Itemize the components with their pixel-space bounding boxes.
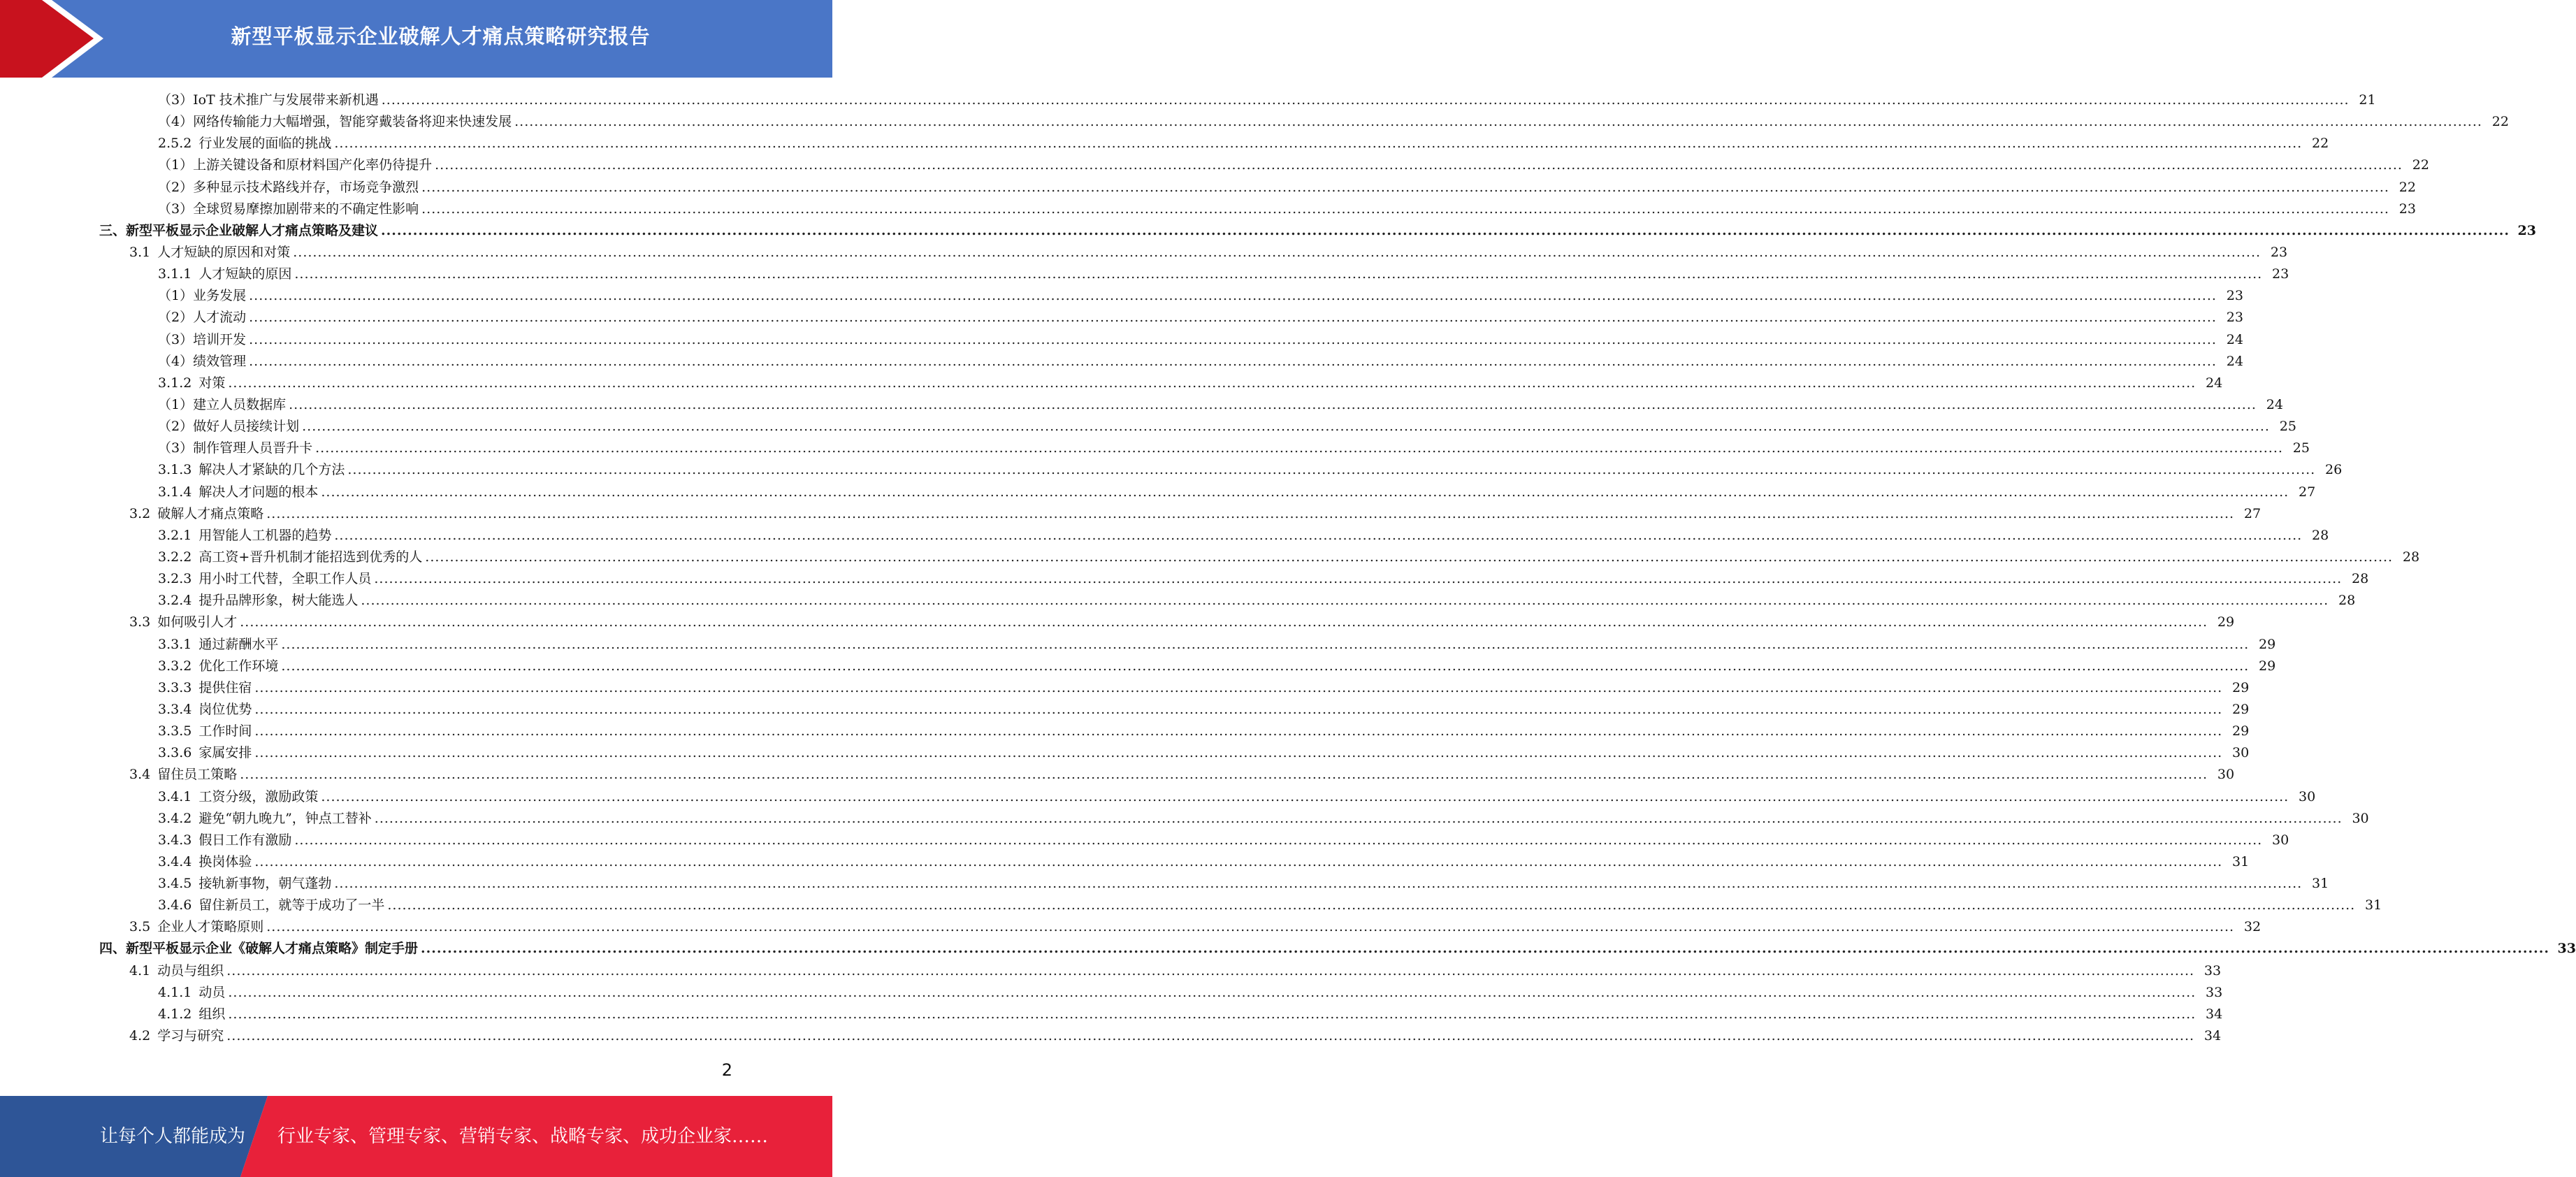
toc-entry-label: 新型平板显示企业破解人才痛点策略及建议 <box>126 222 379 238</box>
toc-leader-dots: ................................................................................................................................................................................................................................................................................................................................................................................................................ <box>347 462 2316 478</box>
toc-leader-dots: ................................................................................................................................................................................................................................................................................................................................................................................................................ <box>321 484 2289 500</box>
footer-slogan-left: 让每个人都能成为 <box>100 1126 246 1147</box>
toc-leader-dots: ................................................................................................................................................................................................................................................................................................................................................................................................................ <box>249 310 2217 326</box>
toc-entry-number: （1） <box>158 396 194 412</box>
toc-entry[interactable] <box>0 982 2223 1004</box>
toc-entry-label: 绩效管理 <box>193 353 247 369</box>
toc-entry-page: 22 <box>2412 157 2429 173</box>
toc-entry-title <box>158 590 361 612</box>
toc-entry-page: 28 <box>2312 527 2329 543</box>
toc-entry-title <box>158 133 334 154</box>
toc-entry-page: 31 <box>2232 853 2250 869</box>
toc-leader-dots: ................................................................................................................................................................................................................................................................................................................................................................................................................ <box>254 853 2223 869</box>
toc-entry-page: 29 <box>2232 723 2250 739</box>
toc-leader-dots: ................................................................................................................................................................................................................................................................................................................................................................................................................ <box>387 897 2356 914</box>
toc-entry-page: 33 <box>2204 962 2222 979</box>
toc-leader-dots: ................................................................................................................................................................................................................................................................................................................................................................................................................ <box>374 571 2343 587</box>
toc-entry-page: 23 <box>2517 222 2536 238</box>
toc-entry-title <box>129 960 226 982</box>
toc-entry-label: 用智能人工机器的趋势 <box>198 527 332 543</box>
toc-entry-page: 31 <box>2312 876 2329 892</box>
toc-leader-dots: ................................................................................................................................................................................................................................................................................................................................................................................................................ <box>240 614 2208 630</box>
toc-entry-title <box>158 198 421 220</box>
toc-entry-number: （2） <box>158 419 194 435</box>
toc-entry[interactable] <box>0 590 2356 612</box>
toc-entry-number: 四、 <box>99 941 126 957</box>
toc-entry[interactable] <box>0 329 2243 351</box>
toc-entry-title <box>158 721 254 742</box>
toc-leader-dots: ................................................................................................................................................................................................................................................................................................................................................................................................................ <box>514 114 2482 130</box>
toc-leader-dots: ................................................................................................................................................................................................................................................................................................................................................................................................................ <box>374 810 2343 826</box>
toc-entry[interactable] <box>0 612 2235 633</box>
toc-entry-page: 24 <box>2226 331 2243 347</box>
toc-entry-number: 4.1 <box>129 962 151 979</box>
toc-entry-page: 23 <box>2226 288 2243 304</box>
toc-entry[interactable] <box>0 111 2509 133</box>
toc-leader-dots: ................................................................................................................................................................................................................................................................................................................................................................................................................ <box>421 941 2549 957</box>
toc-entry-title <box>158 459 347 481</box>
toc-entry-number: （3） <box>158 331 194 347</box>
toc-entry-title <box>158 394 289 416</box>
toc-entry-number: 3.5 <box>129 919 151 935</box>
toc-entry-page: 31 <box>2365 897 2382 914</box>
toc-entry-label: 组织 <box>198 1006 226 1022</box>
toc-leader-dots: ................................................................................................................................................................................................................................................................................................................................................................................................................ <box>421 201 2389 217</box>
toc-entry-title <box>158 830 294 851</box>
toc-entry-label: 解决人才问题的根本 <box>198 484 319 500</box>
toc-entry-number: 3.1.4 <box>158 484 192 500</box>
toc-leader-dots: ................................................................................................................................................................................................................................................................................................................................................................................................................ <box>293 244 2262 260</box>
toc-entry-label: 留住新员工，就等于成功了一半 <box>198 897 385 914</box>
toc-entry[interactable] <box>0 568 2369 590</box>
toc-entry-page: 22 <box>2312 136 2329 152</box>
toc-entry[interactable] <box>0 394 2283 416</box>
toc-entry-label: 对策 <box>198 375 226 391</box>
toc-entry-title <box>158 285 249 307</box>
toc-entry-title <box>158 416 302 438</box>
toc-entry-title <box>158 742 254 764</box>
toc-entry-number: 3.4.1 <box>158 788 192 804</box>
toc-entry-number: 3.2.3 <box>158 571 192 587</box>
toc-entry-number: 3.2.4 <box>158 593 192 609</box>
toc-entry-label: 做好人员接续计划 <box>193 419 300 435</box>
toc-leader-dots: ................................................................................................................................................................................................................................................................................................................................................................................................................ <box>254 701 2223 717</box>
toc-entry-number: （2） <box>158 310 194 326</box>
toc-entry-number: 4.1.1 <box>158 984 192 1000</box>
toc-entry-page: 34 <box>2204 1028 2222 1044</box>
toc-leader-dots: ................................................................................................................................................................................................................................................................................................................................................................................................................ <box>254 745 2223 761</box>
toc-entry-number: 4.2 <box>129 1028 151 1044</box>
toc-entry[interactable] <box>0 830 2289 851</box>
toc-entry-title <box>158 263 294 285</box>
toc-entry-label: 避免“朝九晚九”，钟点工替补 <box>198 810 372 826</box>
toc-entry-page: 24 <box>2226 353 2243 369</box>
toc-leader-dots: ................................................................................................................................................................................................................................................................................................................................................................................................................ <box>281 636 2250 652</box>
toc-entry-label: 用小时工代替，全职工作人员 <box>198 571 372 587</box>
header-arrow-icon <box>0 0 112 78</box>
toc-leader-dots: ................................................................................................................................................................................................................................................................................................................................................................................................................ <box>281 658 2250 674</box>
toc-leader-dots: ................................................................................................................................................................................................................................................................................................................................................................................................................ <box>425 549 2394 565</box>
toc-entry-label: IoT 技术推广与发展带来新机遇 <box>193 92 379 108</box>
toc-leader-dots: ................................................................................................................................................................................................................................................................................................................................................................................................................ <box>289 396 2257 412</box>
toc-entry-title <box>158 873 334 895</box>
toc-entry[interactable] <box>0 960 2222 982</box>
toc-entry-title <box>158 111 514 133</box>
toc-entry-page: 23 <box>2398 201 2416 217</box>
toc-entry-page: 25 <box>2292 440 2310 456</box>
toc-entry-number: 3.4.6 <box>158 897 192 914</box>
toc-entry[interactable] <box>0 482 2316 503</box>
toc-leader-dots: ................................................................................................................................................................................................................................................................................................................................................................................................................ <box>381 92 2350 108</box>
toc-entry-title <box>158 786 321 808</box>
toc-entry-number: 3.4.3 <box>158 832 192 848</box>
toc-entry-number: （3） <box>158 440 194 456</box>
toc-entry-label: 人才短缺的原因 <box>198 266 292 282</box>
toc-entry-title <box>129 764 240 786</box>
toc-entry-number: 3.3.4 <box>158 701 192 717</box>
toc-leader-dots: ................................................................................................................................................................................................................................................................................................................................................................................................................ <box>226 1028 2195 1044</box>
toc-leader-dots: ................................................................................................................................................................................................................................................................................................................................................................................................................ <box>421 179 2389 195</box>
toc-entry-label: 上游关键设备和原材料国产化率仍待提升 <box>193 157 433 173</box>
toc-entry-title <box>158 677 254 699</box>
toc-entry-title <box>158 351 249 373</box>
toc-entry-label: 人才流动 <box>193 310 247 326</box>
toc-entry-page: 33 <box>2206 984 2223 1000</box>
toc-entry-number: 3.2 <box>129 505 151 521</box>
toc-entry-label: 高工资+晋升机制才能招选到优秀的人 <box>198 549 423 565</box>
toc-leader-dots: ................................................................................................................................................................................................................................................................................................................................................................................................................ <box>435 157 2403 173</box>
page-number: 2 <box>721 1060 732 1080</box>
toc-entry[interactable] <box>0 764 2235 786</box>
toc-entry-title <box>158 982 228 1004</box>
toc-leader-dots: ................................................................................................................................................................................................................................................................................................................................................................................................................ <box>266 919 2235 935</box>
toc-entry-title <box>99 220 381 242</box>
toc-entry-number: （1） <box>158 157 194 173</box>
toc-entry-title <box>158 89 382 111</box>
toc-entry-title <box>129 503 266 525</box>
toc-entry[interactable] <box>0 1004 2223 1025</box>
toc-leader-dots: ................................................................................................................................................................................................................................................................................................................................................................................................................ <box>249 331 2217 347</box>
toc-entry-page: 30 <box>2217 767 2235 783</box>
toc-leader-dots: ................................................................................................................................................................................................................................................................................................................................................................................................................ <box>228 1006 2197 1022</box>
toc-entry-number: 3.4.2 <box>158 810 192 826</box>
toc-entry-page: 23 <box>2272 266 2289 282</box>
toc-entry[interactable] <box>0 416 2296 438</box>
toc-entry-title <box>158 1004 228 1025</box>
toc-entry-page: 27 <box>2299 484 2316 500</box>
toc-entry-title <box>158 568 374 590</box>
toc-entry-title <box>158 482 321 503</box>
toc-entry[interactable] <box>0 656 2276 677</box>
table-of-contents <box>0 89 2576 1047</box>
toc-entry-page: 28 <box>2402 549 2420 565</box>
toc-entry-number: 3.2.2 <box>158 549 192 565</box>
toc-entry-label: 提升品牌形象，树大能选人 <box>198 593 359 609</box>
toc-leader-dots: ................................................................................................................................................................................................................................................................................................................................................................................................................ <box>361 593 2329 609</box>
toc-entry-page: 24 <box>2206 375 2223 391</box>
toc-entry-number: （3） <box>158 201 194 217</box>
toc-entry[interactable] <box>0 198 2416 220</box>
toc-entry[interactable] <box>0 220 2536 242</box>
toc-entry[interactable] <box>0 808 2369 830</box>
toc-entry-number: （4） <box>158 353 194 369</box>
toc-entry-number: 4.1.2 <box>158 1006 192 1022</box>
toc-entry[interactable] <box>0 263 2289 285</box>
toc-entry-number: 3.3 <box>129 614 151 630</box>
toc-entry-title <box>158 438 315 459</box>
toc-entry-page: 29 <box>2232 679 2250 695</box>
toc-entry-title <box>158 525 334 547</box>
toc-entry-label: 家属安排 <box>198 745 252 761</box>
toc-entry-title <box>158 547 425 568</box>
toc-entry-number: 三、 <box>99 222 126 238</box>
toc-leader-dots: ................................................................................................................................................................................................................................................................................................................................................................................................................ <box>254 679 2223 695</box>
toc-entry[interactable] <box>0 742 2250 764</box>
toc-entry-title <box>158 307 249 328</box>
toc-entry[interactable] <box>0 547 2420 568</box>
toc-entry-page: 29 <box>2259 658 2276 674</box>
toc-leader-dots: ................................................................................................................................................................................................................................................................................................................................................................................................................ <box>254 723 2223 739</box>
toc-entry-page: 30 <box>2232 745 2250 761</box>
toc-entry-label: 业务发展 <box>193 288 247 304</box>
toc-leader-dots: ................................................................................................................................................................................................................................................................................................................................................................................................................ <box>228 984 2197 1000</box>
toc-entry-number: 3.3.3 <box>158 679 192 695</box>
toc-entry-title <box>158 177 421 198</box>
toc-entry-label: 制作管理人员晋升卡 <box>193 440 313 456</box>
toc-entry-page: 28 <box>2352 571 2369 587</box>
toc-entry-label: 工资分级，激励政策 <box>198 788 319 804</box>
toc-leader-dots: ................................................................................................................................................................................................................................................................................................................................................................................................................ <box>249 288 2217 304</box>
toc-entry-label: 多种显示技术路线并存，市场竞争激烈 <box>193 179 419 195</box>
toc-entry-page: 23 <box>2270 244 2288 260</box>
toc-entry-title <box>158 329 249 351</box>
toc-entry[interactable] <box>0 699 2250 721</box>
toc-entry-title <box>158 373 228 394</box>
toc-entry[interactable] <box>0 438 2310 459</box>
toc-entry-page: 25 <box>2279 419 2296 435</box>
toc-entry[interactable] <box>0 89 2376 111</box>
toc-entry-page: 32 <box>2243 919 2262 935</box>
toc-entry[interactable] <box>0 916 2262 938</box>
toc-entry-title <box>158 634 281 656</box>
toc-entry-page: 29 <box>2232 701 2250 717</box>
toc-entry[interactable] <box>0 133 2329 154</box>
toc-entry[interactable] <box>0 285 2243 307</box>
toc-entry-label: 优化工作环境 <box>198 658 279 674</box>
toc-entry-page: 23 <box>2226 310 2243 326</box>
toc-entry-title <box>158 656 281 677</box>
toc-entry-title <box>158 851 254 873</box>
toc-entry[interactable] <box>0 154 2429 176</box>
toc-entry-label: 接轨新事物，朝气蓬勃 <box>198 876 332 892</box>
toc-entry-label: 全球贸易摩擦加剧带来的不确定性影响 <box>193 201 419 217</box>
toc-entry-title <box>158 699 254 721</box>
toc-entry-label: 通过薪酬水平 <box>198 636 279 652</box>
toc-entry-label: 网络传输能力大幅增强，智能穿戴装备将迎来快速发展 <box>193 114 512 130</box>
toc-entry-title <box>158 895 387 916</box>
toc-entry-label: 人才短缺的原因和对策 <box>157 244 291 260</box>
toc-entry[interactable] <box>0 525 2329 547</box>
toc-entry-page: 33 <box>2557 941 2576 957</box>
toc-entry[interactable] <box>0 895 2382 916</box>
toc-leader-dots: ................................................................................................................................................................................................................................................................................................................................................................................................................ <box>334 136 2303 152</box>
toc-entry-label: 换岗体验 <box>198 853 252 869</box>
toc-entry[interactable] <box>0 459 2343 481</box>
toc-entry-number: （3） <box>158 92 194 108</box>
toc-entry-label: 提供住宿 <box>198 679 252 695</box>
toc-entry-page: 30 <box>2272 832 2289 848</box>
toc-leader-dots: ................................................................................................................................................................................................................................................................................................................................................................................................................ <box>249 353 2217 369</box>
toc-entry-page: 29 <box>2259 636 2276 652</box>
toc-leader-dots: ................................................................................................................................................................................................................................................................................................................................................................................................................ <box>315 440 2283 456</box>
toc-entry-page: 28 <box>2338 593 2356 609</box>
toc-entry-label: 建立人员数据库 <box>193 396 287 412</box>
toc-leader-dots: ................................................................................................................................................................................................................................................................................................................................................................................................................ <box>381 222 2510 238</box>
toc-entry-title <box>129 242 293 263</box>
toc-leader-dots: ................................................................................................................................................................................................................................................................................................................................................................................................................ <box>226 962 2195 979</box>
toc-entry-title <box>129 916 266 938</box>
toc-entry-label: 动员与组织 <box>157 962 224 979</box>
toc-entry[interactable] <box>0 677 2250 699</box>
toc-leader-dots: ................................................................................................................................................................................................................................................................................................................................................................................................................ <box>302 419 2270 435</box>
toc-leader-dots: ................................................................................................................................................................................................................................................................................................................................................................................................................ <box>228 375 2197 391</box>
footer-slogan-right: 行业专家、管理专家、营销专家、战略专家、成功企业家…… <box>277 1126 769 1147</box>
toc-entry-number: 3.4.5 <box>158 876 192 892</box>
toc-entry-label: 企业人才策略原则 <box>157 919 264 935</box>
toc-entry-label: 解决人才紧缺的几个方法 <box>198 462 345 478</box>
toc-entry-page: 30 <box>2299 788 2316 804</box>
toc-leader-dots: ................................................................................................................................................................................................................................................................................................................................................................................................................ <box>294 266 2263 282</box>
toc-entry-page: 29 <box>2217 614 2235 630</box>
toc-entry-number: （2） <box>158 179 194 195</box>
toc-leader-dots: ................................................................................................................................................................................................................................................................................................................................................................................................................ <box>240 767 2208 783</box>
toc-entry-page: 27 <box>2243 505 2262 521</box>
toc-entry-page: 22 <box>2491 114 2509 130</box>
report-title: 新型平板显示企业破解人才痛点策略研究报告 <box>231 24 651 48</box>
toc-entry-page: 22 <box>2398 179 2416 195</box>
toc-entry-number: 3.1 <box>129 244 151 260</box>
toc-entry-page: 21 <box>2359 92 2376 108</box>
toc-entry-number: 3.1.1 <box>158 266 192 282</box>
toc-entry[interactable] <box>0 938 2576 960</box>
page-footer <box>0 1096 832 1177</box>
toc-entry-label: 培训开发 <box>193 331 247 347</box>
toc-entry-label: 留住员工策略 <box>157 767 238 783</box>
toc-entry-page: 26 <box>2325 462 2343 478</box>
toc-entry-label: 工作时间 <box>198 723 252 739</box>
toc-entry[interactable] <box>0 503 2262 525</box>
toc-entry-title <box>158 808 375 830</box>
toc-entry-title <box>99 938 421 960</box>
toc-leader-dots: ................................................................................................................................................................................................................................................................................................................................................................................................................ <box>334 876 2303 892</box>
toc-entry-page: 30 <box>2352 810 2369 826</box>
toc-entry-label: 学习与研究 <box>157 1028 224 1044</box>
toc-entry-title <box>158 154 435 176</box>
toc-entry-page: 34 <box>2206 1006 2223 1022</box>
toc-entry[interactable] <box>0 351 2243 373</box>
toc-entry-number: （1） <box>158 288 194 304</box>
toc-entry-label: 行业发展的面临的挑战 <box>198 136 332 152</box>
toc-entry-page: 24 <box>2266 396 2283 412</box>
toc-entry[interactable] <box>0 873 2329 895</box>
toc-entry[interactable] <box>0 786 2316 808</box>
toc-entry-number: 3.3.1 <box>158 636 192 652</box>
toc-entry-number: 3.1.3 <box>158 462 192 478</box>
toc-entry-number: 3.3.2 <box>158 658 192 674</box>
toc-entry-title <box>129 612 240 633</box>
toc-entry-number: 3.1.2 <box>158 375 192 391</box>
toc-entry-number: 3.4.4 <box>158 853 192 869</box>
toc-entry[interactable] <box>0 307 2243 328</box>
toc-entry-number: 3.3.5 <box>158 723 192 739</box>
toc-leader-dots: ................................................................................................................................................................................................................................................................................................................................................................................................................ <box>334 527 2303 543</box>
toc-entry[interactable] <box>0 177 2416 198</box>
toc-entry-number: （4） <box>158 114 194 130</box>
toc-entry-number: 3.2.1 <box>158 527 192 543</box>
toc-entry[interactable] <box>0 1025 2222 1047</box>
toc-entry[interactable] <box>0 721 2250 742</box>
toc-entry[interactable] <box>0 242 2288 263</box>
toc-entry-label: 破解人才痛点策略 <box>157 505 264 521</box>
toc-entry[interactable] <box>0 373 2223 394</box>
toc-entry-label: 如何吸引人才 <box>157 614 238 630</box>
toc-leader-dots: ................................................................................................................................................................................................................................................................................................................................................................................................................ <box>294 832 2263 848</box>
page-header <box>0 0 832 78</box>
toc-leader-dots: ................................................................................................................................................................................................................................................................................................................................................................................................................ <box>266 505 2235 521</box>
toc-entry-number: 2.5.2 <box>158 136 192 152</box>
toc-entry-number: 3.3.6 <box>158 745 192 761</box>
toc-entry-label: 动员 <box>198 984 226 1000</box>
toc-entry[interactable] <box>0 634 2276 656</box>
toc-entry[interactable] <box>0 851 2250 873</box>
toc-leader-dots: ................................................................................................................................................................................................................................................................................................................................................................................................................ <box>321 788 2289 804</box>
toc-entry-label: 岗位优势 <box>198 701 252 717</box>
toc-entry-label: 新型平板显示企业《破解人才痛点策略》制定手册 <box>126 941 419 957</box>
toc-entry-number: 3.4 <box>129 767 151 783</box>
toc-entry-title <box>129 1025 226 1047</box>
toc-entry-label: 假日工作有激励 <box>198 832 292 848</box>
